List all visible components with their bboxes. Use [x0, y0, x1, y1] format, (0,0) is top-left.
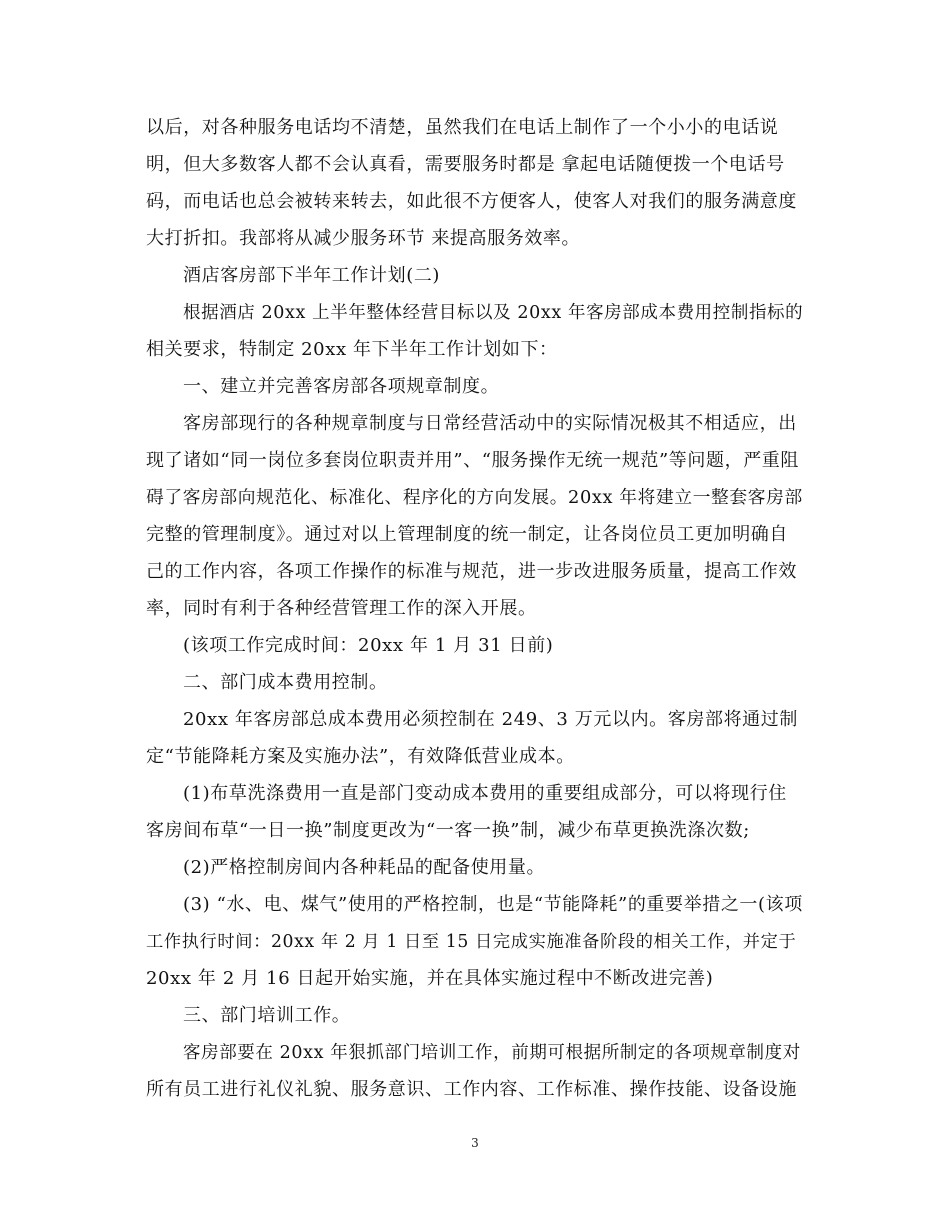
body-line-20: 客房间布草“一日一换”制度更改为“一客一换”制，减少布草更换洗涤次数; [146, 820, 750, 841]
body-line-24: 20xx 年 2 月 16 日起开始实施，并在具体实施过程中不断改进完善) [146, 968, 714, 989]
body-line-22: (3) “水、电、煤气”使用的严格控制，也是“节能降耗”的重要举措之一(该项 [183, 894, 803, 915]
body-line-4: 大打折扣。我部将从减少服务环节 来提高服务效率。 [146, 228, 581, 249]
subheading-3: 三、部门培训工作。 [183, 1005, 351, 1026]
body-line-11: 碍了客房部向规范化、标准化、程序化的方向发展。20xx 年将建立一整套客房部 [146, 488, 803, 508]
subheading-2: 二、部门成本费用控制。 [183, 672, 388, 693]
body-line-21: (2)严格控制房间内各种耗品的配备使用量。 [183, 857, 546, 878]
body-line-10: 现了诸如“同一岗位多套岗位职责并用”、“服务操作无统一规范”等问题，严重阻 [146, 450, 800, 471]
body-line-9: 客房部现行的各种规章制度与日常经营活动中的实际情况极其不相适应，出 [183, 413, 797, 434]
body-line-26: 客房部要在 20xx 年狠抓部门培训工作，前期可根据所制定的各项规章制度对 [183, 1043, 801, 1063]
body-line-27: 所有员工进行礼仪礼貌、服务意识、工作内容、工作标准、操作技能、设备设施 [146, 1079, 797, 1100]
body-line-19: (1)布草洗涤费用一直是部门变动成本费用的重要组成部分，可以将现行住 [183, 783, 787, 804]
body-line-7: 相关要求，特制定 20xx 年下半年工作计划如下： [146, 339, 558, 360]
body-line-13: 己的工作内容，各项工作操作的标准与规范，进一步改进服务质量，提高工作效 [146, 561, 797, 582]
page-number: 3 [471, 1136, 479, 1150]
body-line-18: 定“节能降耗方案及实施办法”，有效降低营业成本。 [146, 746, 575, 767]
body-line-1: 以后，对各种服务电话均不清楚，虽然我们在电话上制作了一个小小的电话说 [146, 117, 779, 138]
body-line-12: 完整的管理制度》。通过对以上管理制度的统一制定，让各岗位员工更加明确自 [146, 524, 788, 545]
body-line-14: 率，同时有利于各种经营管理工作的深入开展。 [146, 598, 537, 619]
body-line-23: 工作执行时间：20xx 年 2 月 1 日至 15 日完成实施准备阶段的相关工作，并定于 [146, 932, 797, 952]
body-line-3: 码，而电话也总会被转来转去，如此很不方便客人，使客人对我们的服务满意度 [146, 191, 797, 212]
subheading-1: 一、建立并完善客房部各项规章制度。 [183, 376, 500, 397]
body-line-2: 明，但大多数客人都不会认真看，需要服务时都是 拿起电话随便拨一个电话号 [146, 154, 785, 175]
body-line-6: 根据酒店 20xx 上半年整体经营目标以及 20xx 年客房部成本费用控制指标的 [183, 303, 804, 323]
body-line-15: (该项工作完成时间：20xx 年 1 月 31 日前) [183, 635, 554, 656]
body-line-17: 20xx 年客房部总成本费用必须控制在 249、3 万元以内。客房部将通过制 [183, 709, 798, 730]
section-heading: 酒店客房部下半年工作计划(二) [183, 265, 441, 286]
